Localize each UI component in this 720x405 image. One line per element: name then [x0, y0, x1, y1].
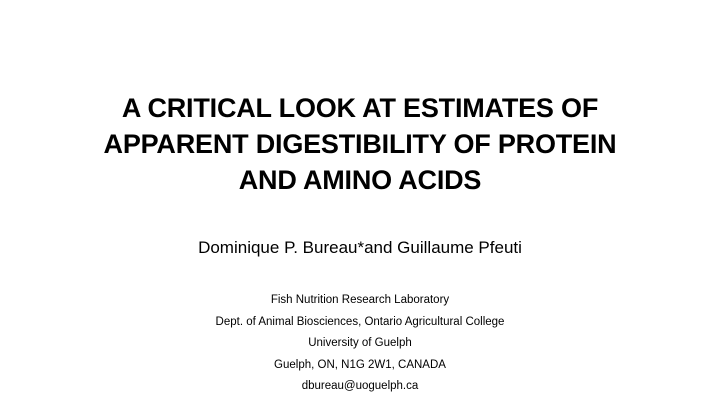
slide-title-line: AND AMINO ACIDS	[238, 165, 482, 195]
affiliation-block	[60, 290, 660, 398]
address-line: Guelph, ON, N1G 2W1, CANADA	[274, 358, 446, 371]
slide-title-line: A CRITICAL LOOK AT ESTIMATES OF	[121, 93, 599, 123]
contact-email: dbureau@uoguelph.ca	[301, 380, 419, 393]
university-name: University of Guelph	[308, 337, 412, 350]
author-names: Dominique P. Bureau*and Guillaume Pfeuti	[198, 238, 522, 257]
lab-name: Fish Nutrition Research Laboratory	[270, 294, 450, 306]
slide-title-line: APPARENT DIGESTIBILITY OF PROTEIN	[103, 129, 617, 159]
department-name: Dept. of Animal Biosciences, Ontario Agricultural College	[215, 315, 505, 328]
slide-title	[60, 90, 660, 198]
